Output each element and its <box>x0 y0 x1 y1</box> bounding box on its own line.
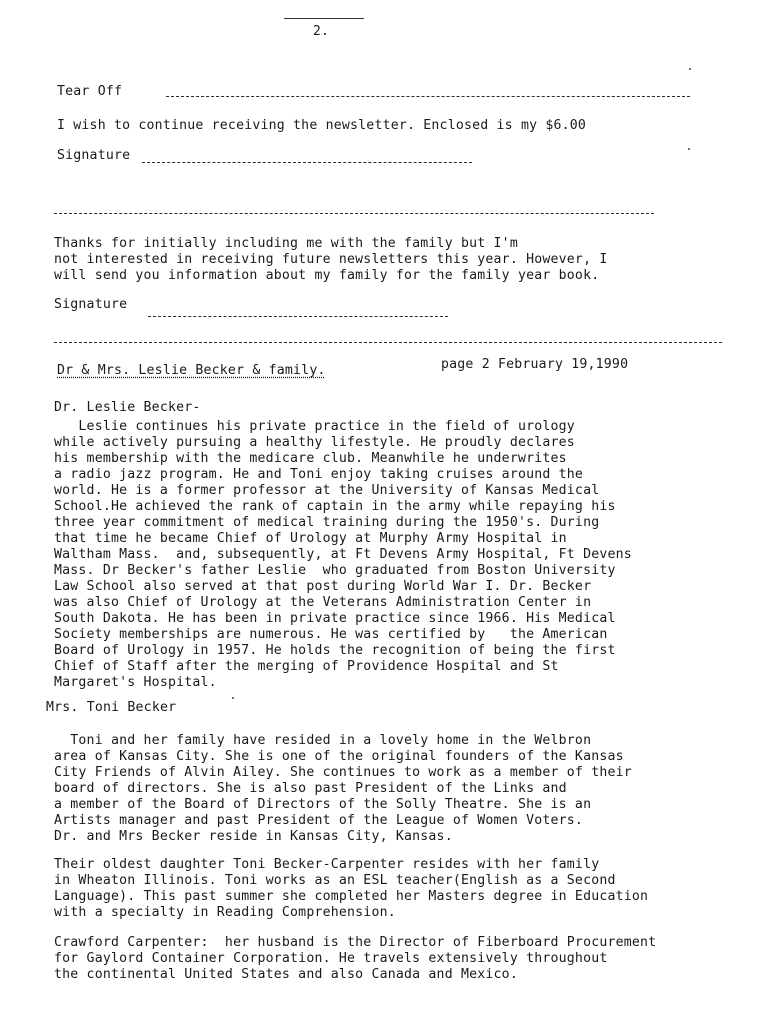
daughter-line: Language). This past summer she completed her Masters degree in Education <box>54 889 649 904</box>
section-heading-toni: Mrs. Toni Becker <box>46 700 177 715</box>
decline-line: not interested in receiving future newsletters this year. However, I <box>54 252 608 267</box>
decline-statement <box>54 236 734 284</box>
leslie-line: three year commitment of medical training during the 1950's. During <box>54 515 600 530</box>
page-number: 2. <box>313 24 330 39</box>
leslie-line: Chief of Staff after the merging of Providence Hospital and St <box>54 659 559 674</box>
toni-line: Toni and her family have resided in a lovely home in the Welbron <box>54 733 592 748</box>
leslie-line: Board of Urology in 1957. He holds the recognition of being the first <box>54 643 616 658</box>
leslie-line: Leslie continues his private practice in the field of urology <box>54 419 575 434</box>
daughter-line: Their oldest daughter Toni Becker-Carpenter resides with her family <box>54 857 600 872</box>
signature-line-2[interactable] <box>148 316 448 317</box>
decline-line: will send you information about my family for the family year book. <box>54 268 600 283</box>
crawford-line: the continental United States and also Canada and Mexico. <box>54 967 518 982</box>
decline-line: Thanks for initially including me with the family but I'm <box>54 236 518 251</box>
leslie-line: Margaret's Hospital. <box>54 675 217 690</box>
tear-off-line <box>166 96 690 97</box>
toni-line: Artists manager and past President of the League of Women Voters. <box>54 813 584 828</box>
separator-line-2 <box>54 342 722 343</box>
signature-line-1[interactable] <box>142 162 472 163</box>
toni-line: a member of the Board of Directors of the Solly Theatre. She is an <box>54 797 592 812</box>
leslie-line: his membership with the medicare club. Meanwhile he underwrites <box>54 451 567 466</box>
toni-paragraph <box>54 733 734 845</box>
section-heading-leslie: Dr. Leslie Becker- <box>54 400 201 415</box>
crawford-line: for Gaylord Container Corporation. He travels extensively throughout <box>54 951 608 966</box>
leslie-line: world. He is a former professor at the University of Kansas Medical <box>54 483 600 498</box>
leslie-line: South Dakota. He has been in private practice since 1966. His Medical <box>54 611 616 626</box>
separator-line-1 <box>54 213 654 214</box>
speck <box>232 697 234 699</box>
leslie-line: Waltham Mass. and, subsequently, at Ft Devens Army Hospital, Ft Devens <box>54 547 632 562</box>
daughter-line: in Wheaton Illinois. Toni works as an ESL teacher(English as a Second <box>54 873 616 888</box>
signature-label-2: Signature <box>54 297 128 312</box>
crawford-line: Crawford Carpenter: her husband is the Director of Fiberboard Procurement <box>54 935 657 950</box>
signature-label-1: Signature <box>57 148 131 163</box>
leslie-line: Society memberships are numerous. He was certified by the American <box>54 627 608 642</box>
page-date: page 2 February 19,1990 <box>441 357 629 372</box>
leslie-line: Mass. Dr Becker's father Leslie who graduated from Boston University <box>54 563 616 578</box>
toni-line: City Friends of Alvin Ailey. She continues to work as a member of their <box>54 765 632 780</box>
top-rule <box>284 18 364 19</box>
toni-line: Dr. and Mrs Becker reside in Kansas City, Kansas. <box>54 829 453 844</box>
leslie-line: a radio jazz program. He and Toni enjoy taking cruises around the <box>54 467 584 482</box>
leslie-line: that time he became Chief of Urology at Murphy Army Hospital in <box>54 531 567 546</box>
addressee-line: Dr & Mrs. Leslie Becker & family. <box>57 363 326 378</box>
leslie-line: School.He achieved the rank of captain in the army while repaying his <box>54 499 616 514</box>
speck <box>689 68 691 70</box>
daughter-paragraph <box>54 857 734 921</box>
leslie-line: Law School also served at that post during World War I. Dr. Becker <box>54 579 592 594</box>
speck <box>688 148 690 150</box>
leslie-line: was also Chief of Urology at the Veterans Administration Center in <box>54 595 592 610</box>
leslie-paragraph <box>54 419 734 691</box>
crawford-paragraph <box>54 935 734 983</box>
toni-line: board of directors. She is also past President of the Links and <box>54 781 567 796</box>
leslie-line: while actively pursuing a healthy lifestyle. He proudly declares <box>54 435 575 450</box>
continue-statement: I wish to continue receiving the newsletter. Enclosed is my $6.00 <box>57 118 587 133</box>
toni-line: area of Kansas City. She is one of the original founders of the Kansas <box>54 749 624 764</box>
tear-off-label: Tear Off <box>57 84 123 99</box>
daughter-line: with a specialty in Reading Comprehension. <box>54 905 396 920</box>
